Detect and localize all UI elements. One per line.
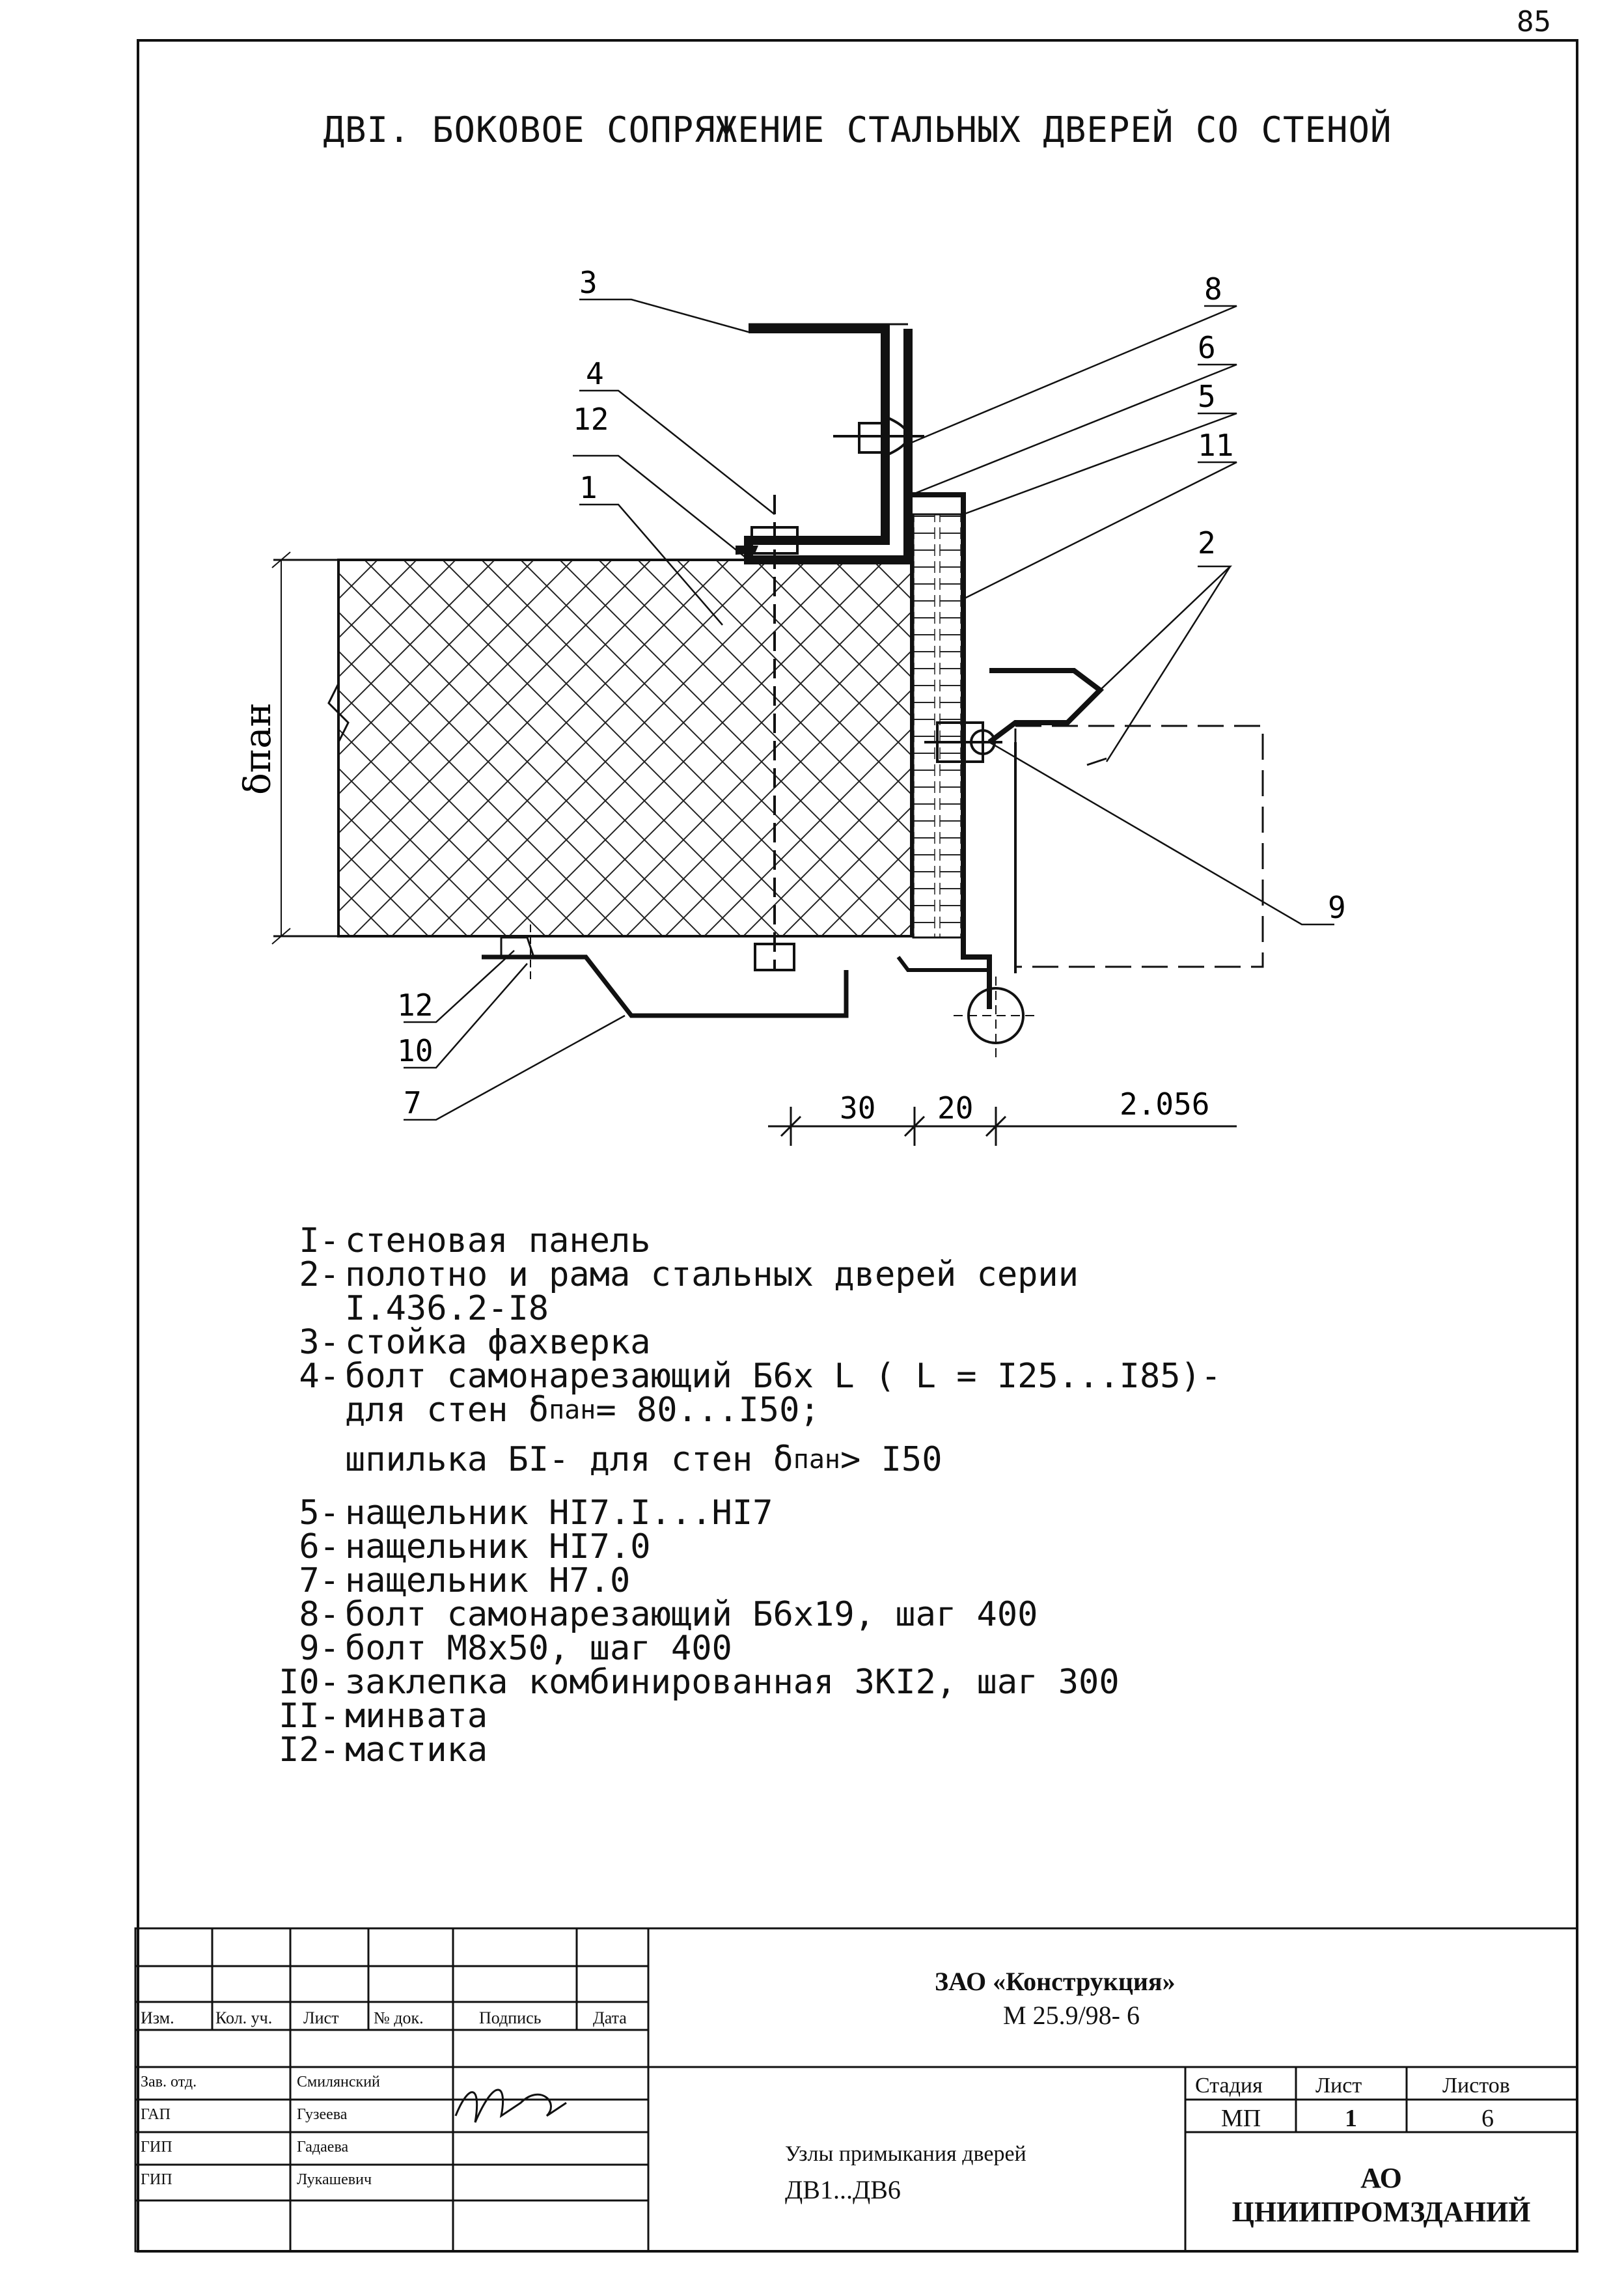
door-frame bbox=[989, 671, 1100, 742]
role-zav-otd: Зав. отд. bbox=[141, 2074, 197, 2090]
callout-9: 9 bbox=[1328, 890, 1346, 925]
name-3: Гадаева bbox=[297, 2139, 349, 2156]
legend-row-cont: I.436.2-I8 bbox=[345, 1289, 549, 1328]
name-1: Смилянский bbox=[297, 2074, 380, 2090]
legend-row: 9- болт М8х50, шаг 400 bbox=[299, 1629, 732, 1668]
role-gip-1: ГИП bbox=[141, 2139, 172, 2156]
title-block bbox=[134, 1927, 1578, 2253]
door-leaf bbox=[1015, 726, 1263, 967]
hdr-kol-uch: Кол. уч. bbox=[215, 2008, 273, 2027]
sheet-number: 85 bbox=[1517, 5, 1551, 38]
callout-12-bottom: 12 bbox=[397, 988, 434, 1023]
legend-row: 5- нащельник НI7.I...НI7 bbox=[299, 1493, 773, 1533]
hdr-data: Дата bbox=[593, 2008, 627, 2027]
thickness-label: δпан bbox=[237, 702, 279, 795]
role-gap: ГАП bbox=[141, 2106, 171, 2123]
org-line2: ЦНИИПРОМЗДАНИЙ bbox=[1232, 2196, 1531, 2228]
legend-row: 6- нащельник НI7.0 bbox=[299, 1527, 651, 1566]
legend-row: I2- мастика bbox=[279, 1730, 488, 1769]
name-2: Гузеева bbox=[297, 2106, 348, 2123]
rivet-10 bbox=[501, 937, 534, 957]
callout-11: 11 bbox=[1198, 428, 1234, 463]
sheet-title: Узлы примыкания дверей bbox=[785, 2142, 1026, 2166]
dim-30: 30 bbox=[840, 1090, 876, 1126]
document-code: М 25.9/98- 6 bbox=[1003, 2001, 1140, 2030]
callout-12-top: 12 bbox=[573, 402, 609, 437]
callout-5: 5 bbox=[1198, 379, 1216, 414]
legend-row: I- стеновая панель bbox=[299, 1221, 651, 1260]
callout-6: 6 bbox=[1198, 330, 1216, 365]
stage-label: Стадия bbox=[1195, 2074, 1263, 2098]
callout-2: 2 bbox=[1198, 525, 1216, 561]
hdr-n-dok: № док. bbox=[374, 2008, 424, 2027]
legend-row: 4- болт самонарезающий Б6х L ( L = I25...I85)- bbox=[299, 1357, 1222, 1396]
sheet-subtitle: ДВ1...ДВ6 bbox=[785, 2175, 901, 2204]
sheet-value: 1 bbox=[1345, 2105, 1357, 2132]
flashing-h7 bbox=[482, 957, 846, 1016]
org-line1: АО bbox=[1360, 2162, 1402, 2194]
sheets-value: 6 bbox=[1481, 2105, 1494, 2132]
callout-10: 10 bbox=[397, 1033, 434, 1068]
legend-row: 8- болт самонарезающий Б6х19, шаг 400 bbox=[299, 1595, 1038, 1634]
callout-3: 3 bbox=[579, 265, 598, 300]
callout-1: 1 bbox=[579, 470, 598, 505]
legend-row: 3- стойка фахверка bbox=[299, 1323, 651, 1362]
legend-row: I0- заклепка комбинированная ЗКI2, шаг 300 bbox=[279, 1663, 1120, 1702]
role-gip-2: ГИП bbox=[141, 2171, 172, 2188]
legend-row-cont: для стен δ пан = 80...I50; bbox=[345, 1391, 820, 1430]
wall-panel bbox=[338, 560, 911, 936]
hdr-list: Лист bbox=[303, 2008, 339, 2027]
legend-row-cont: шпилька БI- для стен δ пан > I50 bbox=[345, 1440, 943, 1479]
hdr-podpis: Подпись bbox=[479, 2008, 542, 2027]
dim-2056: 2.056 bbox=[1120, 1087, 1210, 1122]
mastic-12 bbox=[736, 546, 758, 555]
company-name: ЗАО «Конструкция» bbox=[935, 1967, 1176, 1996]
legend-row: II- минвата bbox=[279, 1697, 488, 1736]
callout-8: 8 bbox=[1204, 271, 1222, 307]
sheets-label: Листов bbox=[1442, 2074, 1510, 2098]
stage-value: МП bbox=[1221, 2105, 1261, 2132]
drawing-title: ДВI. БОКОВОЕ СОПРЯЖЕНИЕ СТАЛЬНЫХ ДВЕРЕЙ СО СТЕНОЙ bbox=[323, 109, 1392, 150]
legend-row: 7- нащельник Н7.0 bbox=[299, 1561, 631, 1600]
hdr-izm: Изм. bbox=[141, 2008, 174, 2027]
callout-7: 7 bbox=[404, 1085, 422, 1120]
sheet-label: Лист bbox=[1315, 2074, 1362, 2098]
name-4: Лукашевич bbox=[297, 2171, 372, 2188]
legend bbox=[260, 1221, 1222, 1769]
callout-4: 4 bbox=[586, 356, 604, 391]
dim-20: 20 bbox=[937, 1090, 974, 1126]
legend-row: 2- полотно и рама стальных дверей серии bbox=[299, 1255, 1079, 1294]
